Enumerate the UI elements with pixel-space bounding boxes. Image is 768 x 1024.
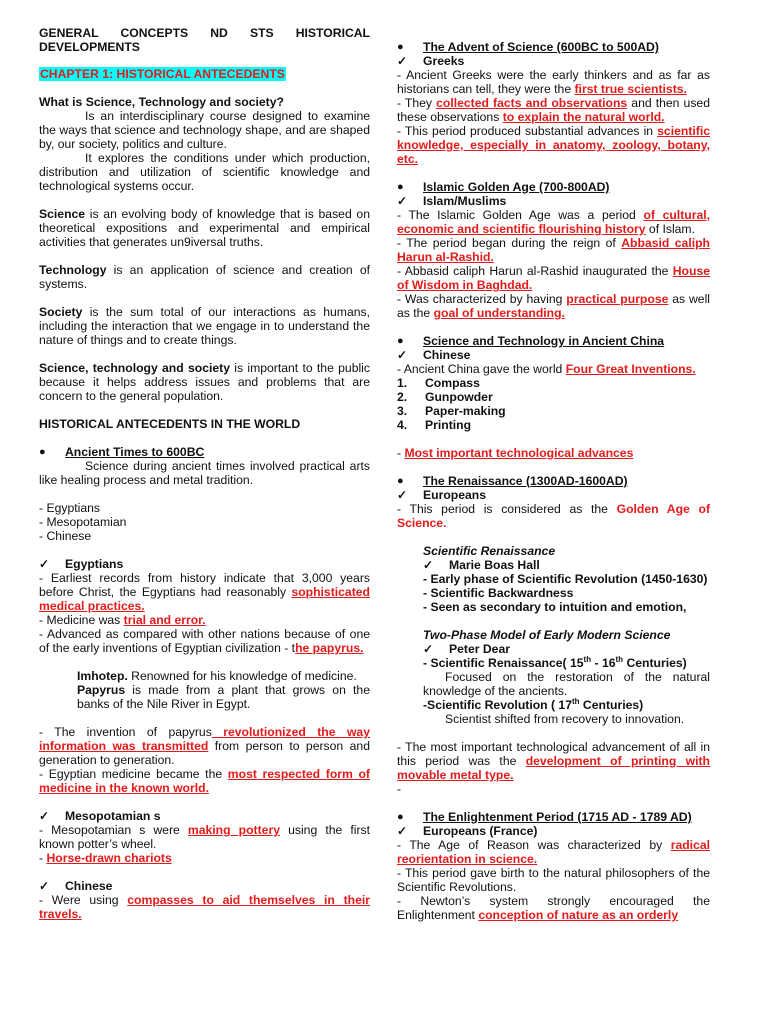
pd-point-2-detail: Scientist shifted from recovery to innovation. (445, 712, 685, 726)
islam-heading: ✓ Islam/Muslims (397, 194, 507, 208)
islam-point-1: - The Islamic Golden Age was a period of cultural, economic and scientific flourishing history of Islam. (397, 208, 710, 236)
checkmark-icon: ✓ (39, 879, 50, 893)
bullet-icon: ● (397, 475, 404, 487)
china-heading: ● Science and Technology in Ancient China (397, 334, 665, 348)
chapter-heading: CHAPTER 1: HISTORICAL ANTECEDENTS (40, 67, 285, 81)
list-item: 2. Gunpowder (397, 390, 493, 404)
islam-point-2: - The period began during the reign of Abbasid caliph Harun al-Rashid. (397, 236, 710, 264)
pd-point-2: -Scientific Revolution ( 17th Centuries) (423, 696, 644, 712)
historical-heading: HISTORICAL ANTECEDENTS IN THE WORLD (39, 417, 301, 431)
left-column (39, 26, 370, 921)
mesopotamians-point-2: - Horse-drawn chariots (39, 851, 172, 865)
egyptian-medicine: - Egyptian medicine became the most respected form of medicine in the known world. (39, 767, 370, 795)
question-heading: What is Science, Technology and society? (39, 95, 284, 109)
society-definition: Society is the sum total of our interactions as humans, including the interaction that we engage in to understand the nature of things and to create things. (39, 305, 370, 347)
mbh-point-1: - Early phase of Scientific Revolution (1450-1630) (423, 572, 708, 586)
mesopotamians-point-1: - Mesopotamian s were making pottery using the first known potter’s wheel. (39, 823, 370, 851)
list-item: 3. Paper-making (397, 404, 506, 418)
dash-line: - (397, 782, 402, 796)
scientific-renaissance-block (397, 544, 710, 726)
checkmark-icon: ✓ (39, 557, 50, 571)
checkmark-icon: ✓ (39, 809, 50, 823)
question-paragraph-2: It explores the conditions under which production, distribution and utilization of scientific knowledge and technological systems occur. (39, 151, 370, 193)
mbh-point-2: - Scientific Backwardness (423, 586, 574, 600)
mesopotamians-heading: ✓ Mesopotamian s (39, 809, 161, 823)
bullet-icon: ● (397, 41, 404, 53)
imhotep-note: Imhotep. Renowned for his knowledge of medicine. (77, 669, 357, 683)
greeks-point-1: - Ancient Greeks were the early thinkers and as far as historians can tell, they were the first true scientists. (397, 68, 710, 96)
civilization-item: - Egyptians (39, 501, 100, 515)
mbh-point-3: - Seen as secondary to intuition and emotion, (423, 600, 687, 614)
enlightenment-heading: ● The Enlightenment Period (1715 AD - 1789 AD) (397, 810, 692, 824)
chinese-point-1: - Were using compasses to aid themselves in their travels. (39, 893, 371, 921)
papyrus-note: Papyrus is made from a plant that grows on the banks of the Nile River in Egypt. (77, 683, 370, 711)
enlightenment-point-1: - The Age of Reason was characterized by radical reorientation in science. (397, 838, 710, 866)
technology-definition: Technology is an application of science and creation of systems. (39, 263, 370, 291)
egyptians-heading: ✓ Egyptians (39, 557, 124, 571)
egyptians-point-1: - Earliest records from history indicate that 3,000 years before Christ, the Egyptians had reasonably sophisticated medical practices. (39, 571, 370, 613)
sts-definition: Science, technology and society is important to the public because it helps address issues and problems that are concern to the general population. (39, 361, 370, 403)
checkmark-icon: ✓ (397, 488, 408, 502)
papyrus-invention: - The invention of papyrus revolutionized the way information was transmitted from person to person and generation to generation. (39, 725, 370, 767)
bullet-icon: ● (39, 446, 46, 458)
islam-point-3: - Abbasid caliph Harun al-Rashid inaugurated the House of Wisdom in Baghdad. (397, 264, 710, 292)
europeans-france-heading: ✓ Europeans (France) (397, 824, 538, 838)
right-column (397, 40, 710, 922)
ancient-paragraph: Science during ancient times involved practical arts like healing process and metal tradition. (39, 459, 370, 487)
ancient-heading: ● Ancient Times to 600BC (39, 445, 205, 459)
civilization-item: - Chinese (39, 529, 92, 543)
egyptians-point-2: - Medicine was trial and error. (39, 613, 206, 627)
renaissance-point-1: - This period is considered as the Golden Age of Science. (397, 502, 711, 530)
two-phase-title: Two-Phase Model of Early Modern Science (423, 628, 671, 642)
china-point-1: - Ancient China gave the world Four Great Inventions. (397, 362, 696, 376)
greeks-point-2: - They collected facts and observations and then used these observations to explain the natural world. (397, 96, 710, 124)
bullet-icon: ● (397, 335, 404, 347)
printing-advancement: - The most important technological advancement of all in this period was the development of printing with movable metal type. (397, 740, 710, 782)
scientific-renaissance-title: Scientific Renaissance (423, 544, 556, 558)
greeks-heading: ✓ Greeks (397, 54, 465, 68)
list-item: 4. Printing (397, 418, 472, 432)
chinese-heading-right: ✓ Chinese (397, 348, 471, 362)
peter-dear: ✓ Peter Dear (423, 642, 510, 656)
egyptians-point-3: - Advanced as compared with other nations because of one of the early inventions of Egyptian civilization - the papyrus. (39, 627, 370, 655)
greeks-point-3: - This period produced substantial advances in scientific knowledge, especially in anatomy, zoology, botany, etc. (397, 124, 710, 166)
europeans-heading: ✓ Europeans (397, 488, 486, 502)
pd-point-1-detail: Focused on the restoration of the natural knowledge of the ancients. (423, 670, 710, 698)
civilization-item: - Mesopotamian (39, 515, 127, 529)
list-item: 1. Compass (397, 376, 480, 390)
pd-point-1: - Scientific Renaissance( 15th - 16th Centuries) (423, 654, 687, 670)
bullet-icon: ● (397, 181, 404, 193)
enlightenment-point-3: - Newton’s system strongly encouraged the Enlightenment conception of nature as an orderly (397, 894, 710, 922)
document-title: GENERAL CONCEPTS ND STS HISTORICAL DEVELOPMENTS (39, 26, 370, 54)
checkmark-icon: ✓ (397, 348, 408, 362)
science-definition: Science is an evolving body of knowledge that is based on theoretical expositions and experimental and empirical activities that generates un9iversal truths. (39, 207, 370, 249)
checkmark-icon: ✓ (397, 824, 408, 838)
checkmark-icon: ✓ (397, 54, 408, 68)
inventions-list (397, 376, 710, 432)
enlightenment-point-2: - This period gave birth to the natural philosophers of the Scientific Revolutions. (397, 866, 710, 894)
checkmark-icon: ✓ (397, 194, 408, 208)
renaissance-heading: ● The Renaissance (1300AD-1600AD) (397, 474, 628, 488)
marie-boas-hall: ✓ Marie Boas Hall (423, 558, 540, 572)
checkmark-icon: ✓ (423, 642, 434, 656)
chinese-heading: ✓ Chinese (39, 879, 113, 893)
china-point-2: - Most important technological advances (397, 446, 634, 460)
bullet-icon: ● (397, 811, 404, 823)
advent-heading: ● The Advent of Science (600BC to 500AD) (397, 40, 659, 54)
islamic-heading: ● Islamic Golden Age (700-800AD) (397, 180, 610, 194)
question-paragraph-1: Is an interdisciplinary course designed to examine the ways that science and technology shape, and are shaped by, our society, politics and culture. (39, 109, 370, 151)
islam-point-4: - Was characterized by having practical purpose as well as the goal of understanding. (397, 292, 711, 320)
checkmark-icon: ✓ (423, 558, 434, 572)
